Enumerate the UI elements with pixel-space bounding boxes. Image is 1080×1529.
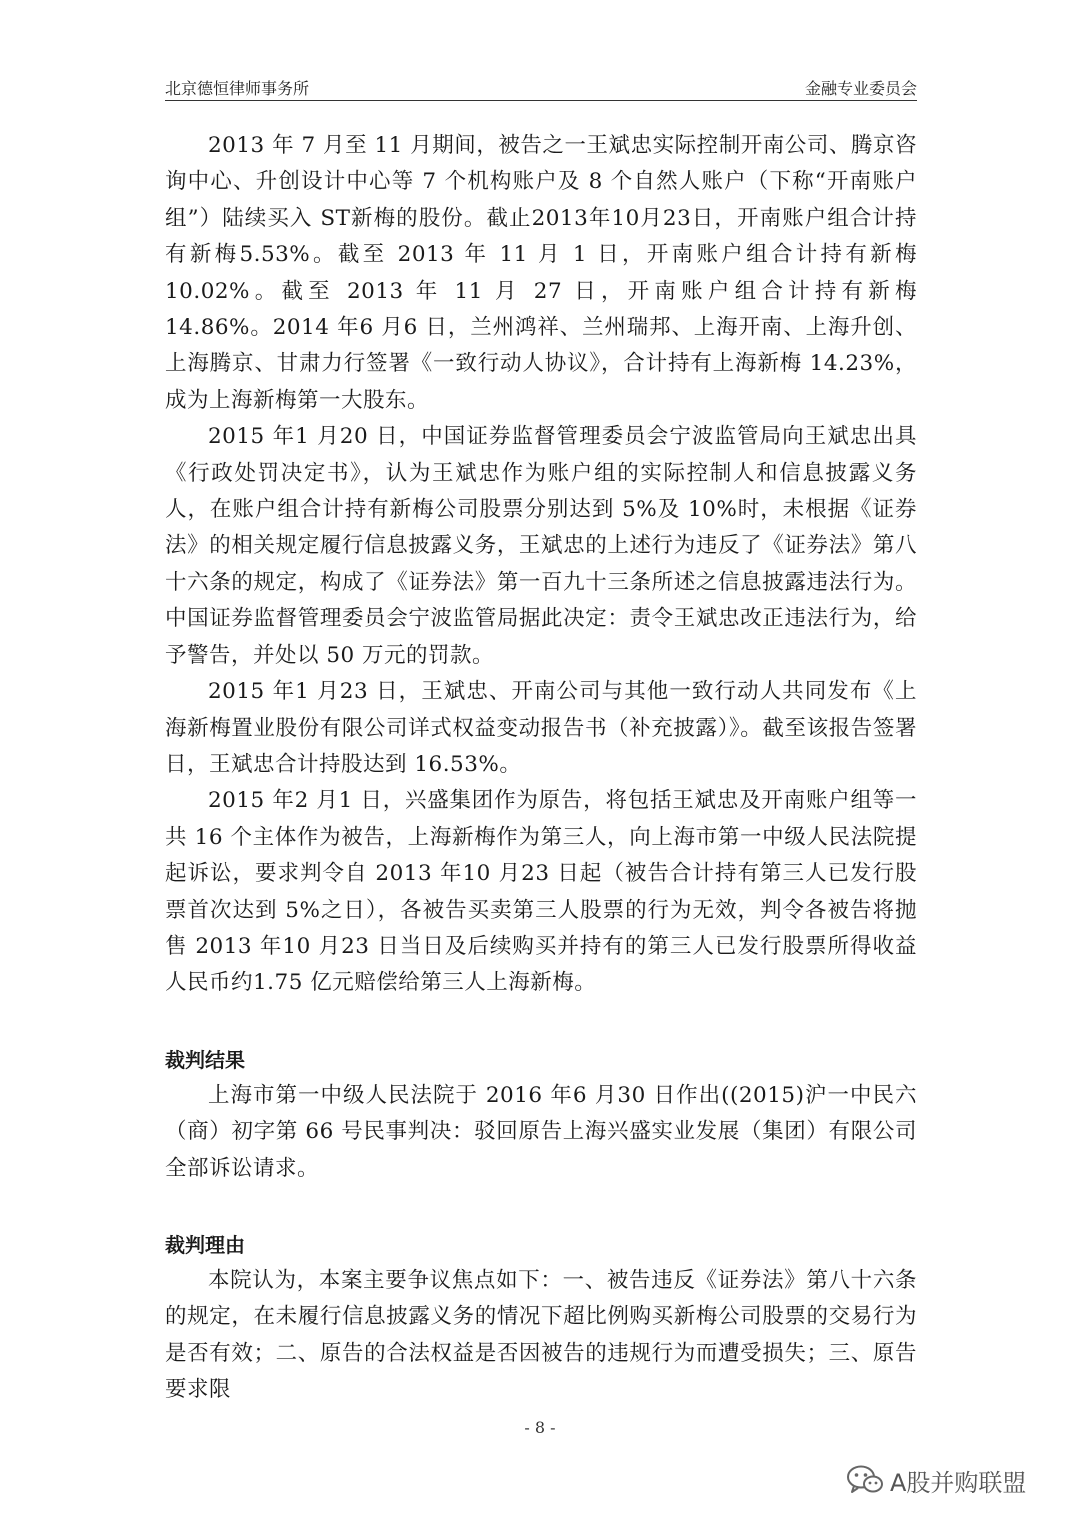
paragraph-4: 2015 年2 月1 日，兴盛集团作为原告，将包括王斌忠及开南账户组等一共 16 个主体作为被告，上海新梅作为第三人，向上海市第一中级人民法院提起诉讼，要求判令自 2013 年10 月23 日起（被告合计持有第三人已发行股票首次达到 5%之日），各被告买卖第三人股票的行为无效，判令各被告将抛售 2013 年10 月23 日当日及后续购买并持有的第三人已发行股票所得收益人民币约1.75 亿元赔偿给第三人上海新梅。 xyxy=(165,788,917,996)
section-gap xyxy=(165,1002,917,1042)
paragraph-1: 2013 年 7 月至 11 月期间，被告之一王斌忠实际控制开南公司、腾京咨询中心、升创设计中心等 7 个机构账户及 8 个自然人账户（下称“开南账户组”）陆续买入 ST新梅的股份。截止2013年10月23日，开南账户组合计持有新梅5.53%。截至 2013 年 11 月 1 日，开南账户组合计持有新梅 10.02%。截至 2013 年 11 月 27 日，开南账户组合计持有新梅 14.86%。2014 年6 月6 日，兰州鸿祥、兰州瑞邦、上海开南、上海升创、上海腾京、甘肃力行签署《一致行动人协议》，合计持有上海新梅 14.23%，成为上海新梅第一大股东。 xyxy=(165,133,917,413)
header-firm-name: 北京德恒律师事务所 xyxy=(165,79,310,98)
section-gap xyxy=(165,1187,917,1227)
wechat-watermark xyxy=(846,1458,1026,1502)
section-text-result: 上海市第一中级人民法院于 2016 年6 月30 日作出((2015)沪一中民六（商）初字第 66 号民事判决：驳回原告上海兴盛实业发展（集团）有限公司全部诉讼请求。 xyxy=(165,1082,917,1181)
paragraph-3: 2015 年1 月23 日，王斌忠、开南公司与其他一致行动人共同发布《上海新梅置业股份有限公司详式权益变动报告书（补充披露）》。截至该报告签署日，王斌忠合计持股达到 16.53%。 xyxy=(165,679,917,777)
page-number: - 8 - xyxy=(524,1418,556,1437)
section-title-result: 裁判结果 xyxy=(165,1047,245,1072)
paragraph-2: 2015 年1 月20 日，中国证券监督管理委员会宁波监管局向王斌忠出具《行政处罚决定书》，认为王斌忠作为账户组的实际控制人和信息披露义务人，在账户组合计持有新梅公司股票分别达到 5%及 10%时，未根据《证券法》的相关规定履行信息披露义务，王斌忠的上述行为违反了《证券法》第八十六条的规定，构成了《证券法》第一百九十三条所述之信息披露违法行为。中国证券监督管理委员会宁波监管局据此决定：责令王斌忠改正违法行为，给予警告，并处以 50 万元的罚款。 xyxy=(165,424,917,668)
header-committee-name: 金融专业委员会 xyxy=(804,79,917,98)
watermark-text: A股并购联盟 xyxy=(890,1468,1027,1497)
page-header xyxy=(165,70,917,101)
document-body xyxy=(165,128,917,1409)
section-title-reason: 裁判理由 xyxy=(165,1232,245,1257)
wechat-icon xyxy=(846,1464,884,1496)
section-text-reason: 本院认为，本案主要争议焦点如下：一、被告违反《证券法》第八十六条的规定，在未履行信息披露义务的情况下超比例购买新梅公司股票的交易行为是否有效；二、原告的合法权益是否因被告的违规行为而遭受损失；三、原告要求限 xyxy=(165,1267,917,1403)
